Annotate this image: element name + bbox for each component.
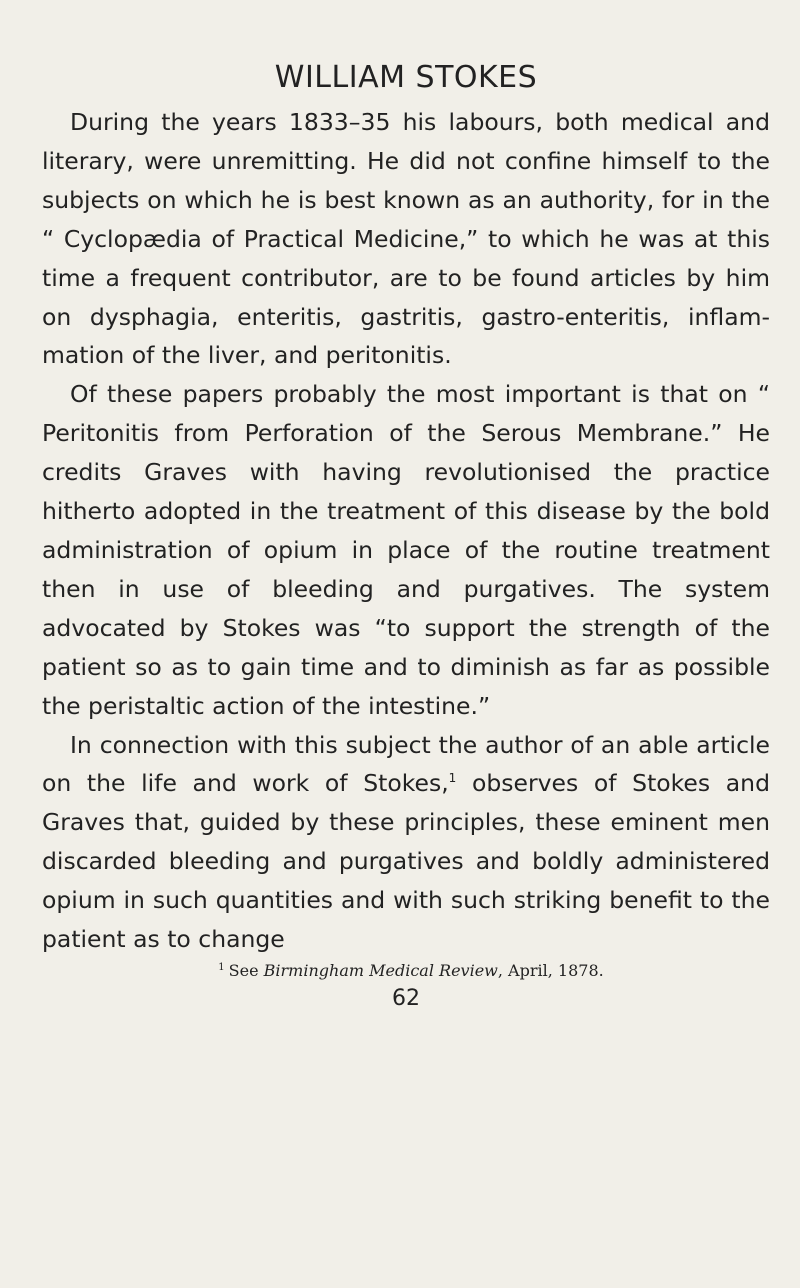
paragraph-3-text-before-ref: In connection with this subject the author of an able article on the life and work of Stokes, — [42, 730, 770, 798]
body-text — [42, 103, 770, 959]
paragraph-2: Of these papers probably the most important is that on “ Peritonitis from Perforation of the Serous Membrane.” He credits Graves with having revolutionised the practice hitherto adopted in the treatment of this disease by the bold administration of opium in place of the routine treatment then in use of bleeding and purgatives. The system advocated by Stokes was “to support the strength of the patient so as to gain time and to diminish as far as possible the peristaltic action of the intestine.” — [42, 380, 770, 720]
book-page — [42, 60, 770, 1011]
footnote-mark: 1 — [218, 961, 225, 973]
footnote — [42, 961, 770, 980]
footnote-reference-mark: 1 — [448, 771, 457, 786]
footnote-suffix: , April, 1878. — [497, 960, 604, 980]
paragraph-1: During the years 1833–35 his labours, both medical and literary, were unremitting. He did not confine himself to the subjects on which he is best known as an authority, for in the “ Cyclopædia of Practical Medicine,” to which he was at this time a frequent contributor, are to be found articles by him on dysphagia, enteritis, gastritis, gastro-enteritis, inflammation of the liver, and peritonitis. — [42, 108, 770, 370]
running-title: WILLIAM STOKES — [274, 60, 538, 95]
paragraph-3 — [42, 726, 770, 959]
footnote-prefix: See — [228, 960, 264, 980]
page-number: 62 — [392, 985, 420, 1011]
paragraph-3-text-after-ref: observes of Stokes and Graves that, guided by these principles, these eminent men discarded bleeding and purgatives and boldly administered opium in such quantities and with such striking benefit to the patient as to change — [42, 769, 770, 954]
footnote-source-title: Birmingham Medical Review — [263, 960, 498, 980]
